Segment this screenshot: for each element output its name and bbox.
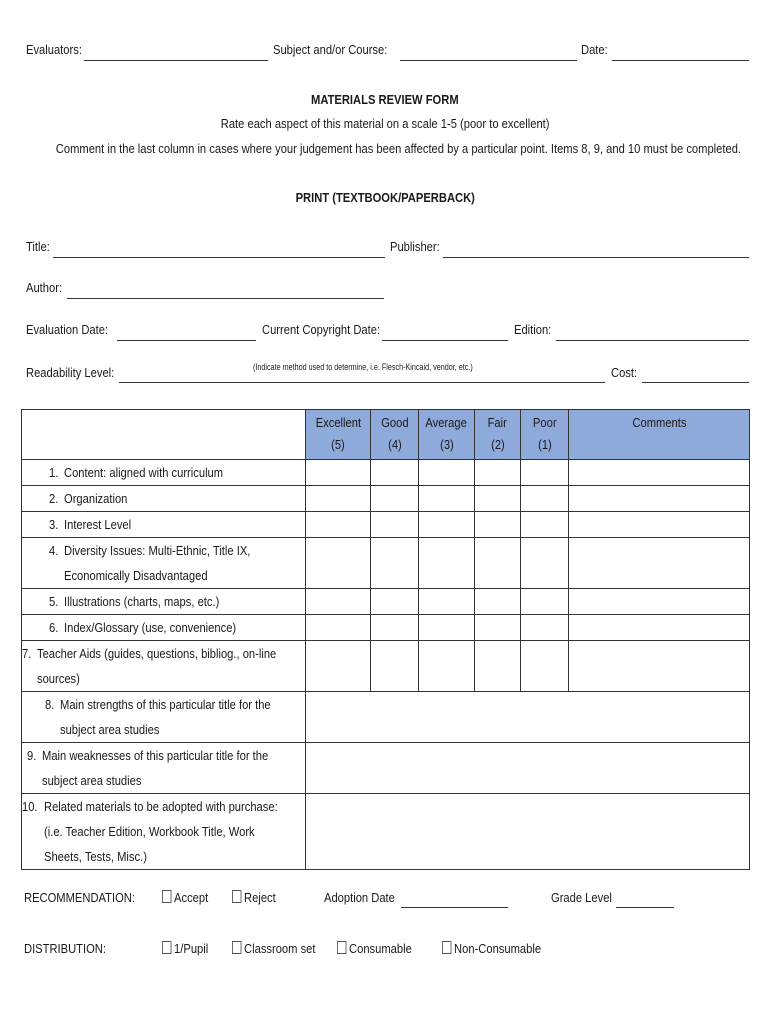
rating-cell-good[interactable] <box>371 512 419 538</box>
item-text: Main weaknesses of this particular title for the <box>41 748 269 763</box>
item-label-cell <box>22 743 306 794</box>
title-label: Title: <box>26 239 50 254</box>
item-text: Content: aligned with curriculum <box>64 465 224 480</box>
item-label-cell <box>22 615 306 641</box>
subject-label: Subject and/or Course: <box>273 42 388 57</box>
rating-cell-fair[interactable] <box>475 538 521 589</box>
rating-cell-comments[interactable] <box>569 641 750 692</box>
rating-cell-excellent[interactable] <box>306 589 371 615</box>
item-label-cell <box>22 641 306 692</box>
open-response-cell[interactable] <box>306 794 750 870</box>
rating-cell-poor[interactable] <box>521 486 569 512</box>
item-number: 7. <box>22 646 32 661</box>
instruction-line-1: Rate each aspect of this material on a scale 1-5 (poor to excellent) <box>220 116 550 131</box>
rating-cell-poor[interactable] <box>521 615 569 641</box>
item-text: Illustrations (charts, maps, etc.) <box>64 594 220 609</box>
option-non-consumable[interactable]: Non-Consumable <box>442 941 541 956</box>
rating-cell-fair[interactable] <box>475 512 521 538</box>
open-response-cell[interactable] <box>306 692 750 743</box>
rating-cell-fair[interactable] <box>475 615 521 641</box>
rating-cell-comments[interactable] <box>569 460 750 486</box>
rating-cell-excellent[interactable] <box>306 512 371 538</box>
rating-cell-comments[interactable] <box>569 538 750 589</box>
rating-cell-poor[interactable] <box>521 512 569 538</box>
item-text: (i.e. Teacher Edition, Workbook Title, Work <box>44 824 255 839</box>
item-number: 10. <box>22 799 38 814</box>
publisher-field[interactable] <box>443 257 749 258</box>
rating-cell-average[interactable] <box>419 589 475 615</box>
adoption-date-label: Adoption Date <box>324 890 395 905</box>
instruction-line-2: Comment in the last column in cases where your judgement has been affected by a particular point. Items 8, 9, and 10 must be completed. <box>55 141 742 156</box>
col-average: Average (3) <box>419 410 475 460</box>
recommendation-label: RECOMMENDATION: <box>24 890 135 905</box>
accept-checkbox[interactable] <box>162 890 171 903</box>
accept-option[interactable]: Accept <box>162 890 208 905</box>
readability-label: Readability Level: <box>26 365 115 380</box>
rating-cell-poor[interactable] <box>521 589 569 615</box>
table-row <box>22 512 750 538</box>
col-excellent: Excellent (5) <box>306 410 371 460</box>
table-row <box>22 692 750 743</box>
table-row <box>22 615 750 641</box>
distribution-label: DISTRIBUTION: <box>24 941 106 956</box>
col-poor: Poor (1) <box>521 410 569 460</box>
rating-cell-average[interactable] <box>419 641 475 692</box>
rating-cell-average[interactable] <box>419 615 475 641</box>
item-text: Teacher Aids (guides, questions, bibliog., on-line <box>36 646 277 661</box>
rating-cell-excellent[interactable] <box>306 486 371 512</box>
rating-cell-excellent[interactable] <box>306 460 371 486</box>
table-header-row <box>22 410 750 460</box>
edition-label: Edition: <box>514 322 552 337</box>
date-label: Date: <box>581 42 608 57</box>
item-text: Sheets, Tests, Misc.) <box>44 849 148 864</box>
item-number: 8. <box>45 697 55 712</box>
item-text: Main strengths of this particular title for the <box>60 697 271 712</box>
item-text: Related materials to be adopted with purchase: <box>44 799 278 814</box>
reject-checkbox[interactable] <box>232 890 241 903</box>
author-field[interactable] <box>67 298 384 299</box>
edition-field[interactable] <box>556 340 749 341</box>
rating-cell-good[interactable] <box>371 615 419 641</box>
date-field[interactable] <box>612 60 749 61</box>
evaluation-date-label: Evaluation Date: <box>26 322 109 337</box>
non-consumable-checkbox[interactable] <box>442 941 451 954</box>
classroom-set-checkbox[interactable] <box>232 941 241 954</box>
adoption-date-field[interactable] <box>401 907 508 908</box>
table-row <box>22 486 750 512</box>
copyright-date-field[interactable] <box>382 340 508 341</box>
rating-cell-average[interactable] <box>419 512 475 538</box>
rating-cell-average[interactable] <box>419 538 475 589</box>
subject-field[interactable] <box>400 60 577 61</box>
grade-level-label: Grade Level <box>551 890 612 905</box>
evaluators-field[interactable] <box>84 60 268 61</box>
table-row <box>22 538 750 589</box>
rating-cell-average[interactable] <box>419 460 475 486</box>
item-text: subject area studies <box>60 722 160 737</box>
table-row <box>22 641 750 692</box>
readability-field[interactable] <box>119 382 605 383</box>
rating-cell-comments[interactable] <box>569 589 750 615</box>
item-number: 4. <box>49 543 59 558</box>
item-text: sources) <box>36 671 80 686</box>
rating-cell-poor[interactable] <box>521 641 569 692</box>
item-header <box>22 410 306 460</box>
option-classroom-set[interactable]: Classroom set <box>232 941 315 956</box>
rating-cell-fair[interactable] <box>475 641 521 692</box>
item-text: Interest Level <box>64 517 132 532</box>
rating-cell-excellent[interactable] <box>306 538 371 589</box>
item-label-cell <box>22 589 306 615</box>
item-number: 3. <box>49 517 59 532</box>
section-heading: PRINT (TEXTBOOK/PAPERBACK) <box>295 190 475 205</box>
item-text: Index/Glossary (use, convenience) <box>64 620 237 635</box>
option-1-pupil[interactable]: 1/Pupil <box>162 941 208 956</box>
table-row <box>22 460 750 486</box>
table-row <box>22 589 750 615</box>
rating-cell-comments[interactable] <box>569 512 750 538</box>
open-response-cell[interactable] <box>306 743 750 794</box>
item-number: 1. <box>49 465 59 480</box>
item-number: 6. <box>49 620 59 635</box>
rating-cell-fair[interactable] <box>475 460 521 486</box>
one-pupil-checkbox[interactable] <box>162 941 171 954</box>
rating-cell-excellent[interactable] <box>306 615 371 641</box>
title-field[interactable] <box>53 257 385 258</box>
reject-option[interactable]: Reject <box>232 890 276 905</box>
rating-table <box>21 409 750 870</box>
rating-cell-comments[interactable] <box>569 486 750 512</box>
copyright-date-label: Current Copyright Date: <box>262 322 381 337</box>
cost-field[interactable] <box>642 382 749 383</box>
rating-cell-poor[interactable] <box>521 460 569 486</box>
table-row <box>22 794 750 870</box>
consumable-checkbox[interactable] <box>337 941 346 954</box>
col-fair: Fair (2) <box>475 410 521 460</box>
option-consumable[interactable]: Consumable <box>337 941 412 956</box>
readability-note: (Indicate method used to determine, i.e. Flesch-Kincaid, vendor, etc.) <box>253 362 473 372</box>
item-text: Diversity Issues: Multi-Ethnic, Title IX, <box>64 543 251 558</box>
item-label-cell <box>22 794 306 870</box>
form-title: MATERIALS REVIEW FORM <box>311 92 459 107</box>
item-text: subject area studies <box>41 773 142 788</box>
rating-cell-fair[interactable] <box>475 589 521 615</box>
table-row <box>22 743 750 794</box>
evaluation-date-field[interactable] <box>117 340 256 341</box>
cost-label: Cost: <box>611 365 638 380</box>
grade-level-field[interactable] <box>616 907 674 908</box>
publisher-label: Publisher: <box>390 239 440 254</box>
rating-cell-poor[interactable] <box>521 538 569 589</box>
rating-cell-good[interactable] <box>371 460 419 486</box>
rating-cell-excellent[interactable] <box>306 641 371 692</box>
item-label-cell <box>22 512 306 538</box>
col-good: Good (4) <box>371 410 419 460</box>
item-label-cell <box>22 460 306 486</box>
item-label-cell <box>22 486 306 512</box>
rating-cell-comments[interactable] <box>569 615 750 641</box>
item-number: 2. <box>49 491 59 506</box>
rating-cell-good[interactable] <box>371 486 419 512</box>
author-label: Author: <box>26 280 63 295</box>
item-number: 5. <box>49 594 59 609</box>
rating-cell-average[interactable] <box>419 486 475 512</box>
col-comments: Comments <box>569 410 750 460</box>
rating-cell-good[interactable] <box>371 589 419 615</box>
item-text: Economically Disadvantaged <box>64 568 208 583</box>
item-label-cell <box>22 692 306 743</box>
item-text: Organization <box>64 491 128 506</box>
rating-cell-fair[interactable] <box>475 486 521 512</box>
item-label-cell <box>22 538 306 589</box>
rating-cell-good[interactable] <box>371 641 419 692</box>
rating-cell-good[interactable] <box>371 538 419 589</box>
evaluators-label: Evaluators: <box>26 42 82 57</box>
item-number: 9. <box>27 748 37 763</box>
